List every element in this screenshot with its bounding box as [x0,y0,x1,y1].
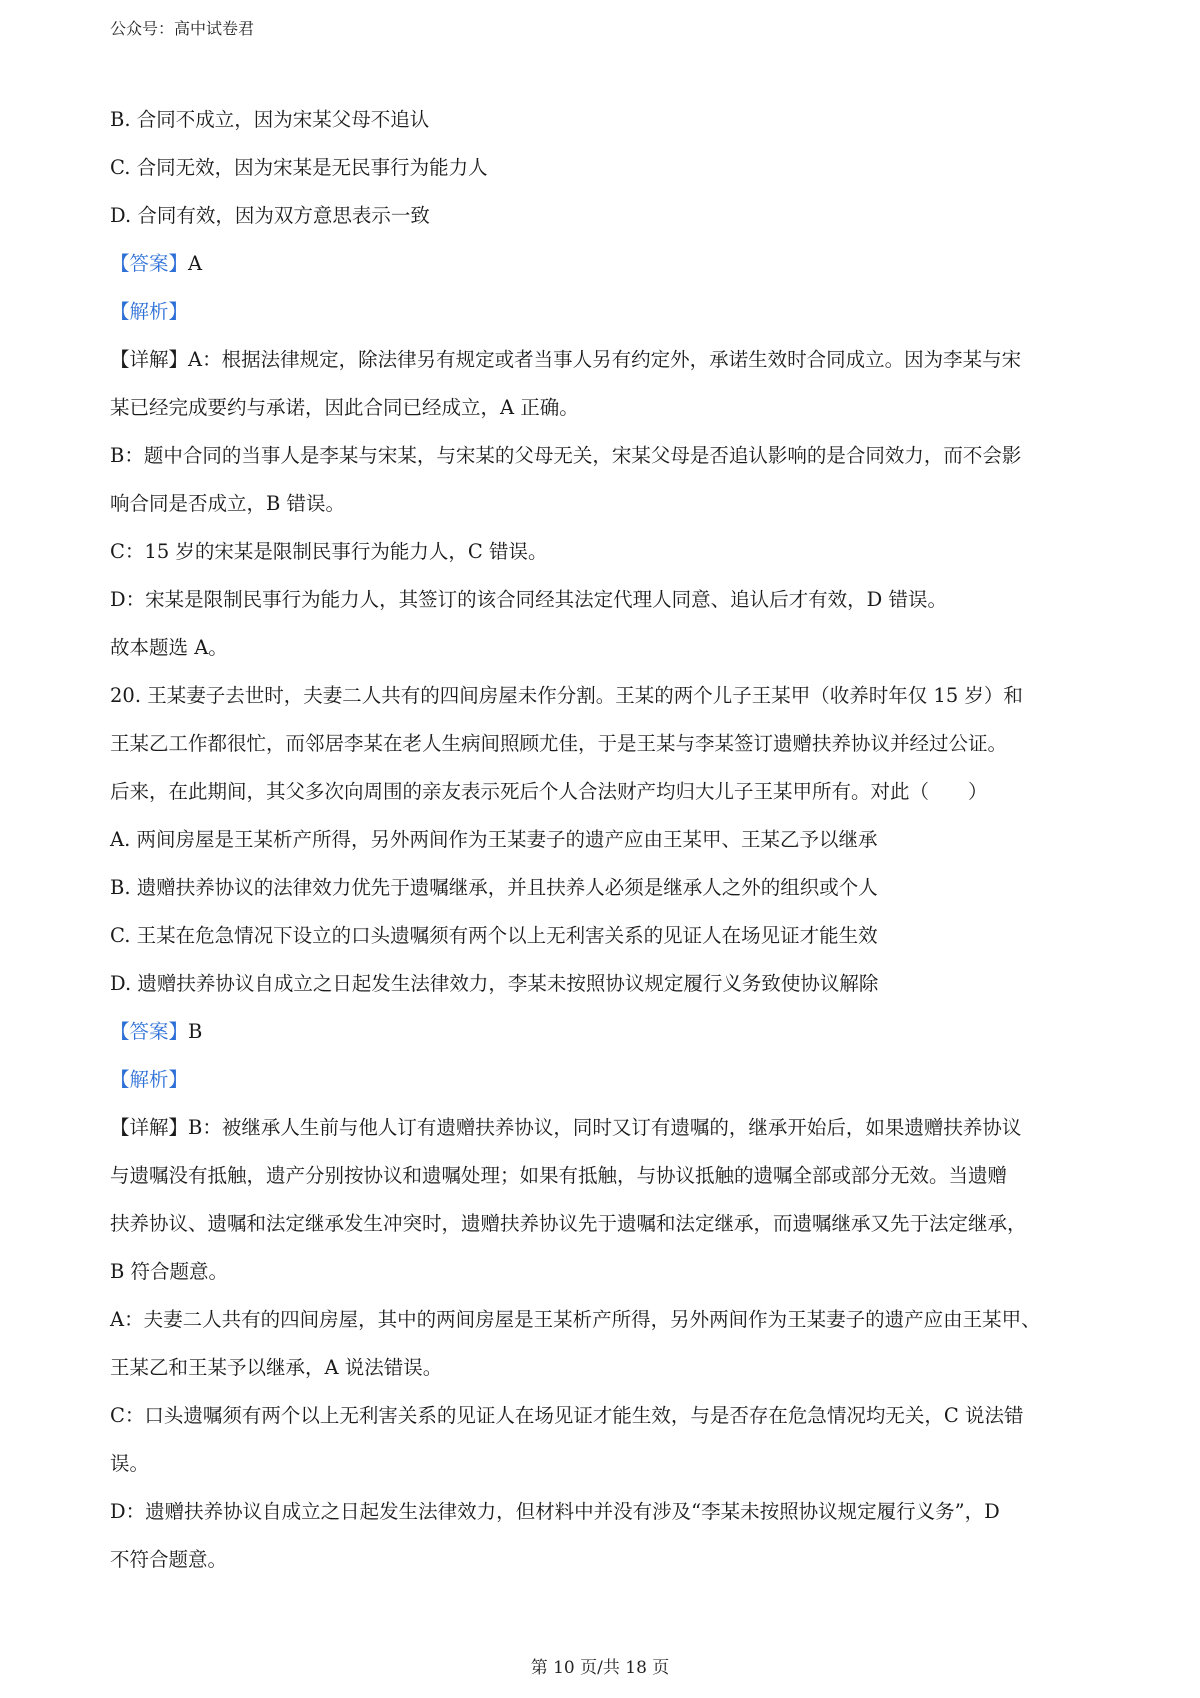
q20-detail-line: B 符合题意。 [110,1260,229,1283]
q19-conclusion: 故本题选 A。 [110,636,228,659]
q20-detail-line: 与遗嘱没有抵触，遗产分别按协议和遗嘱处理；如果有抵触，与协议抵触的遗嘱全部或部分无效。当遗赠 [110,1164,1008,1187]
document-body [110,96,1102,1584]
detail-text: B：被继承人生前与他人订有遗赠扶养协议，同时又订有遗嘱的，继承开始后，如果遗赠扶养协议 [188,1116,1022,1139]
q20-option-a: A. 两间房屋是王某析产所得，另外两间作为王某妻子的遗产应由王某甲、王某乙予以继承 [110,828,878,851]
page-header: 公众号：高中试卷君 [110,19,255,38]
q20-answer [110,1008,1102,1056]
detail-tag: 【详解】 [110,348,189,371]
detail-text: A：根据法律规定，除法律另有规定或者当事人另有约定外，承诺生效时合同成立。因为李某与宋 [188,348,1022,371]
q20-option-d: D. 遗赠扶养协议自成立之日起发生法律效力，李某未按照协议规定履行义务致使协议解除 [110,972,879,995]
q20-stem-line: 王某乙工作都很忙，而邻居李某在老人生病间照顾尤佳，于是王某与李某签订遗赠扶养协议并经过公证。 [110,732,1008,755]
q20-detail-line: 扶养协议、遗嘱和法定继承发生冲突时，遗赠扶养协议先于遗嘱和法定继承，而遗嘱继承又先于法定继承， [110,1212,1027,1235]
q20-detail-line: 误。 [110,1452,150,1475]
page-footer: 第 10 页/共 18 页 [530,1658,670,1678]
q19-detail-line: 响合同是否成立，B 错误。 [110,492,346,515]
q19-answer [110,240,1102,288]
answer-value: A [188,252,203,275]
q20-detail-line: 不符合题意。 [110,1548,228,1571]
analysis-tag: 【解析】 [110,300,189,323]
answer-value: B [188,1020,203,1043]
q19-detail-line: D：宋某是限制民事行为能力人，其签订的该合同经其法定代理人同意、追认后才有效，D 错误。 [110,588,947,611]
q20-option-b: B. 遗赠扶养协议的法律效力优先于遗嘱继承，并且扶养人必须是继承人之外的组织或个人 [110,876,878,899]
q20-analysis-heading [110,1056,1102,1104]
q20-detail-line [110,1104,1102,1152]
q20-detail-line: D：遗赠扶养协议自成立之日起发生法律效力，但材料中并没有涉及“李某未按照协议规定履行义务”，D [110,1500,1000,1523]
q19-detail-line [110,336,1102,384]
q20-option-c: C. 王某在危急情况下设立的口头遗嘱须有两个以上无利害关系的见证人在场见证才能生效 [110,924,878,947]
q19-detail-line: C：15 岁的宋某是限制民事行为能力人，C 错误。 [110,540,548,563]
q20-detail-line: C：口头遗嘱须有两个以上无利害关系的见证人在场见证才能生效，与是否存在危急情况均无关，C 说法错 [110,1404,1024,1427]
q19-detail-line: B：题中合同的当事人是李某与宋某，与宋某的父母无关，宋某父母是否追认影响的是合同效力，而不会影 [110,444,1022,467]
q19-option-c: C. 合同无效，因为宋某是无民事行为能力人 [110,156,488,179]
q19-detail-line: 某已经完成要约与承诺，因此合同已经成立，A 正确。 [110,396,579,419]
answer-tag: 【答案】 [110,252,189,275]
q19-analysis-heading [110,288,1102,336]
analysis-tag: 【解析】 [110,1068,189,1091]
q20-detail-line: 王某乙和王某予以继承，A 说法错误。 [110,1356,443,1379]
q20-detail-line: A：夫妻二人共有的四间房屋，其中的两间房屋是王某析产所得，另外两间作为王某妻子的遗产应由王某甲、 [110,1308,1041,1331]
q19-option-d: D. 合同有效，因为双方意思表示一致 [110,204,430,227]
q20-stem-line: 20. 王某妻子去世时，夫妻二人共有的四间房屋未作分割。王某的两个儿子王某甲（收养时年仅 15 岁）和 [110,684,1023,707]
detail-tag: 【详解】 [110,1116,189,1139]
q19-option-b: B. 合同不成立，因为宋某父母不追认 [110,108,430,131]
answer-tag: 【答案】 [110,1020,189,1043]
q20-stem-line: 后来，在此期间，其父多次向周围的亲友表示死后个人合法财产均归大儿子王某甲所有。对此（ ） [110,780,988,803]
